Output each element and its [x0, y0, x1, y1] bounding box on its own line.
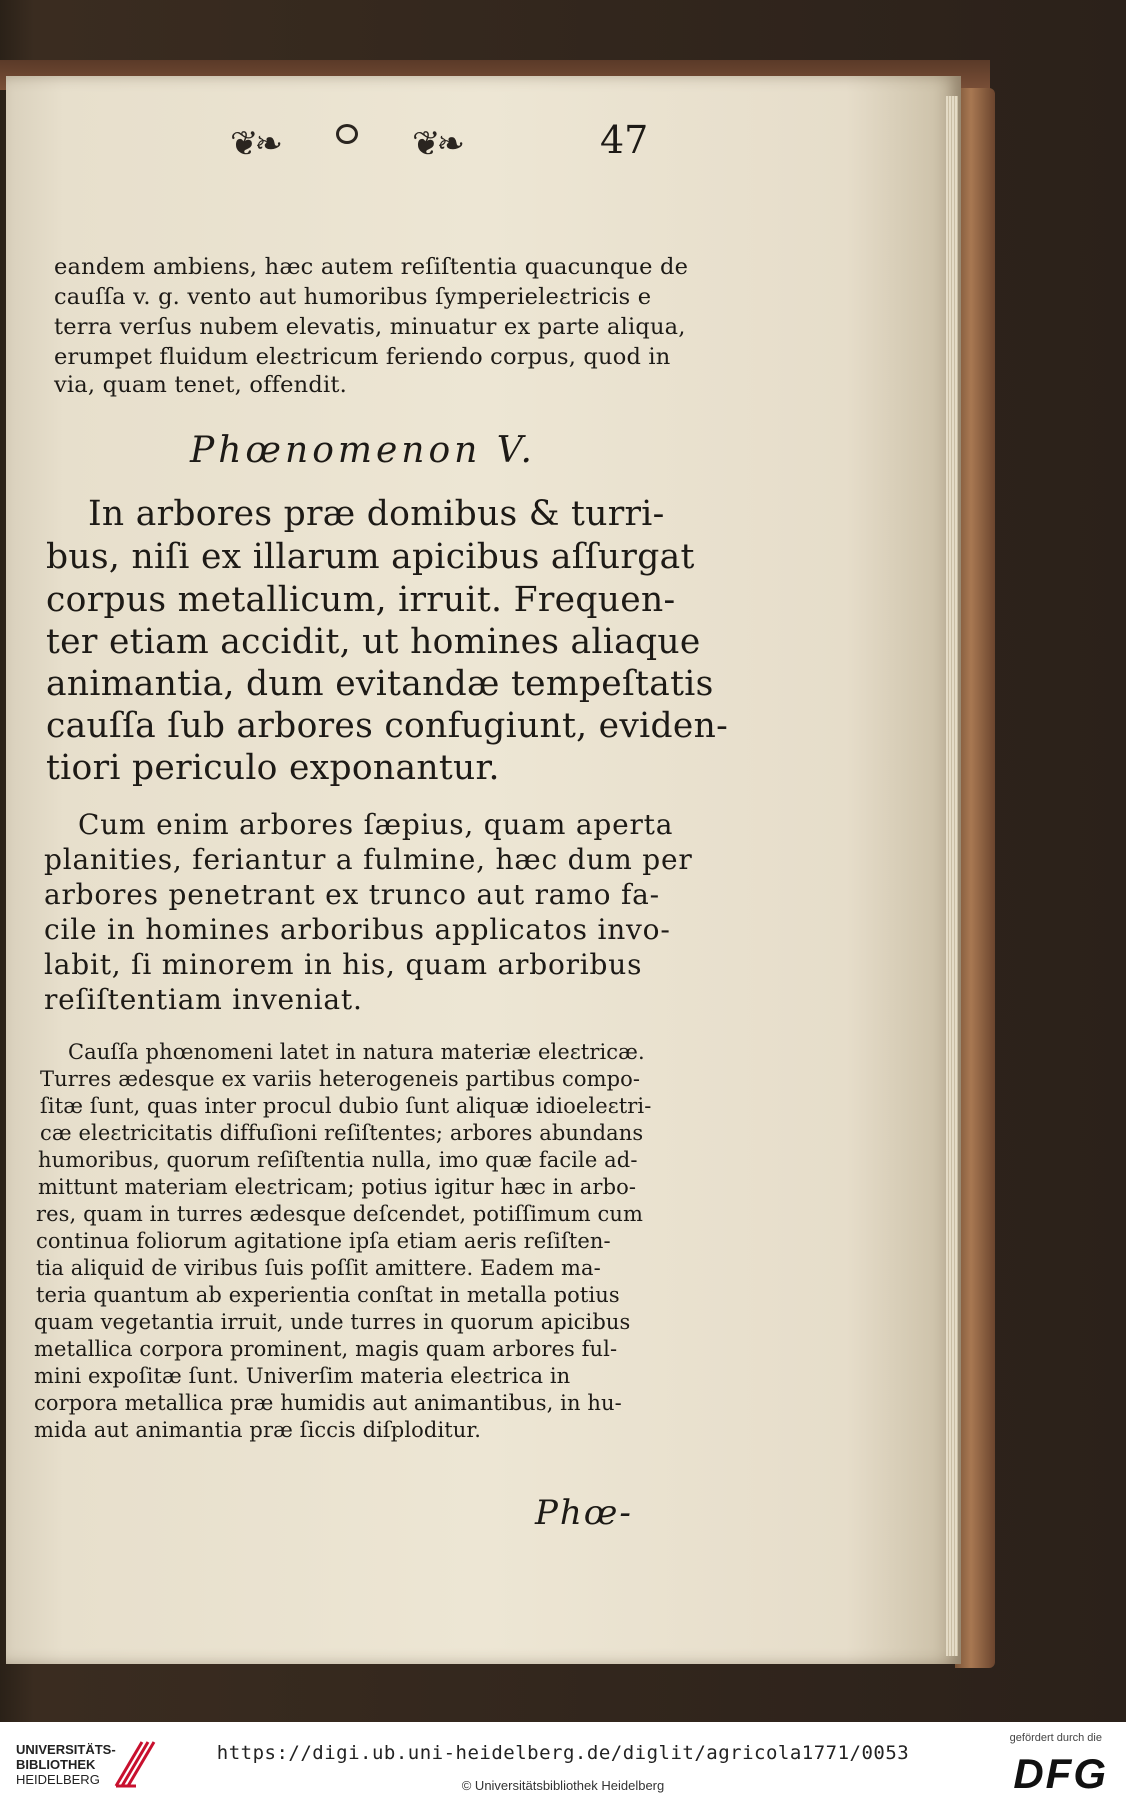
text-line: bus, niſi ex illarum apicibus aſſurgat [46, 537, 695, 577]
text-line: animantia, dum evitandæ tempeſtatis [46, 664, 714, 704]
text-line: teria quantum ab experientia conſtat in metalla potius [36, 1283, 620, 1307]
text-line: Turres ædesque ex variis heterogeneis partibus compo- [40, 1067, 641, 1091]
text-line: humoribus, quorum reſiſtentia nulla, imo quæ facile ad- [38, 1148, 638, 1172]
text-line: via, quam tenet, offendit. [54, 372, 347, 398]
library-name-line: HEIDELBERG [16, 1772, 100, 1787]
ring-ornament-icon [336, 124, 358, 144]
catchword: Phœ- [535, 1493, 633, 1533]
text-line: arbores penetrant ex trunco aut ramo fa- [44, 878, 660, 911]
library-name-line: BIBLIOTHEK [16, 1757, 96, 1772]
page-edges [946, 96, 958, 1656]
text-line: reſiſtentiam inveniat. [44, 983, 363, 1016]
text-line: terra verſus nubem elevatis, minuatur ex parte aliqua, [54, 314, 686, 340]
text-line: cauſſa ſub arbores confugiunt, eviden- [46, 706, 729, 746]
text-line: cæ eleɛtricitatis diffuſioni reſiſtentes; arbores abundans [40, 1121, 644, 1145]
page-number: 47 [600, 118, 649, 162]
text-line: cile in homines arboribus applicatos invo- [44, 913, 671, 946]
text-line: mida aut animantia præ ſiccis diſploditur. [34, 1418, 482, 1442]
text-line: labit, ſi minorem in his, quam arboribus [44, 948, 643, 981]
copyright-notice: © Universitätsbibliothek Heidelberg [461, 1778, 665, 1793]
viewer-footer [0, 1722, 1126, 1806]
text-line: eandem ambiens, hæc autem reſiſtentia quacunque de [54, 254, 689, 280]
section-heading: Phœnomenon V. [190, 430, 536, 471]
text-line: Cum enim arbores ſæpius, quam aperta [78, 808, 674, 841]
text-line: mittunt materiam eleɛtricam; potius igitur hæc in arbo- [38, 1175, 637, 1199]
text-line: tiori periculo exponantur. [46, 748, 500, 788]
text-line: planities, feriantur a fulmine, hæc dum per [44, 843, 693, 876]
text-line: corpus metallicum, irruit. Frequen- [46, 580, 676, 620]
text-line: In arbores præ domibus & turri- [88, 494, 665, 534]
text-line: quam vegetantia irruit, unde turres in quorum apicibus [34, 1310, 631, 1334]
library-name-line: UNIVERSITÄTS- [16, 1742, 116, 1757]
text-line: metallica corpora prominent, magis quam arbores ful- [34, 1337, 618, 1361]
text-line: mini expoſitæ ſunt. Univerſim materia eleɛtrica in [34, 1364, 571, 1388]
text-line: continua foliorum agitatione ipſa etiam aeris reſiſten- [36, 1229, 611, 1253]
book-cover-edge [955, 88, 995, 1668]
text-line: res, quam in turres ædesque deſcendet, potiſſimum cum [36, 1202, 644, 1226]
text-line: corpora metallica præ humidis aut animantibus, in hu- [34, 1391, 622, 1415]
text-line: cauſſa v. g. vento aut humoribus ſymperieleɛtricis e [54, 284, 652, 310]
page-header [0, 108, 955, 168]
text-line: Cauſſa phœnomeni latet in natura materiæ eleɛtricæ. [68, 1040, 645, 1064]
permalink-url[interactable]: https://digi.ub.uni-heidelberg.de/diglit/agricola1771/0053 [216, 1742, 910, 1764]
dfg-logo[interactable]: DFG [1013, 1750, 1108, 1797]
text-line: erumpet fluidum eleɛtricum feriendo corpus, quod in [54, 344, 671, 370]
text-line: ſitæ ſunt, quas inter procul dubio ſunt aliquæ idioeleɛtri- [40, 1094, 652, 1118]
funded-by-label: gefördert durch die [1009, 1732, 1102, 1744]
text-line: tia aliquid de viribus ſuis poſſit amittere. Eadem ma- [36, 1256, 601, 1280]
text-line: ter etiam accidit, ut homines aliaque [46, 622, 701, 662]
fleuron-ornament-icon: ❦❧ [412, 124, 461, 164]
fleuron-ornament-icon: ❦❧ [230, 124, 279, 164]
